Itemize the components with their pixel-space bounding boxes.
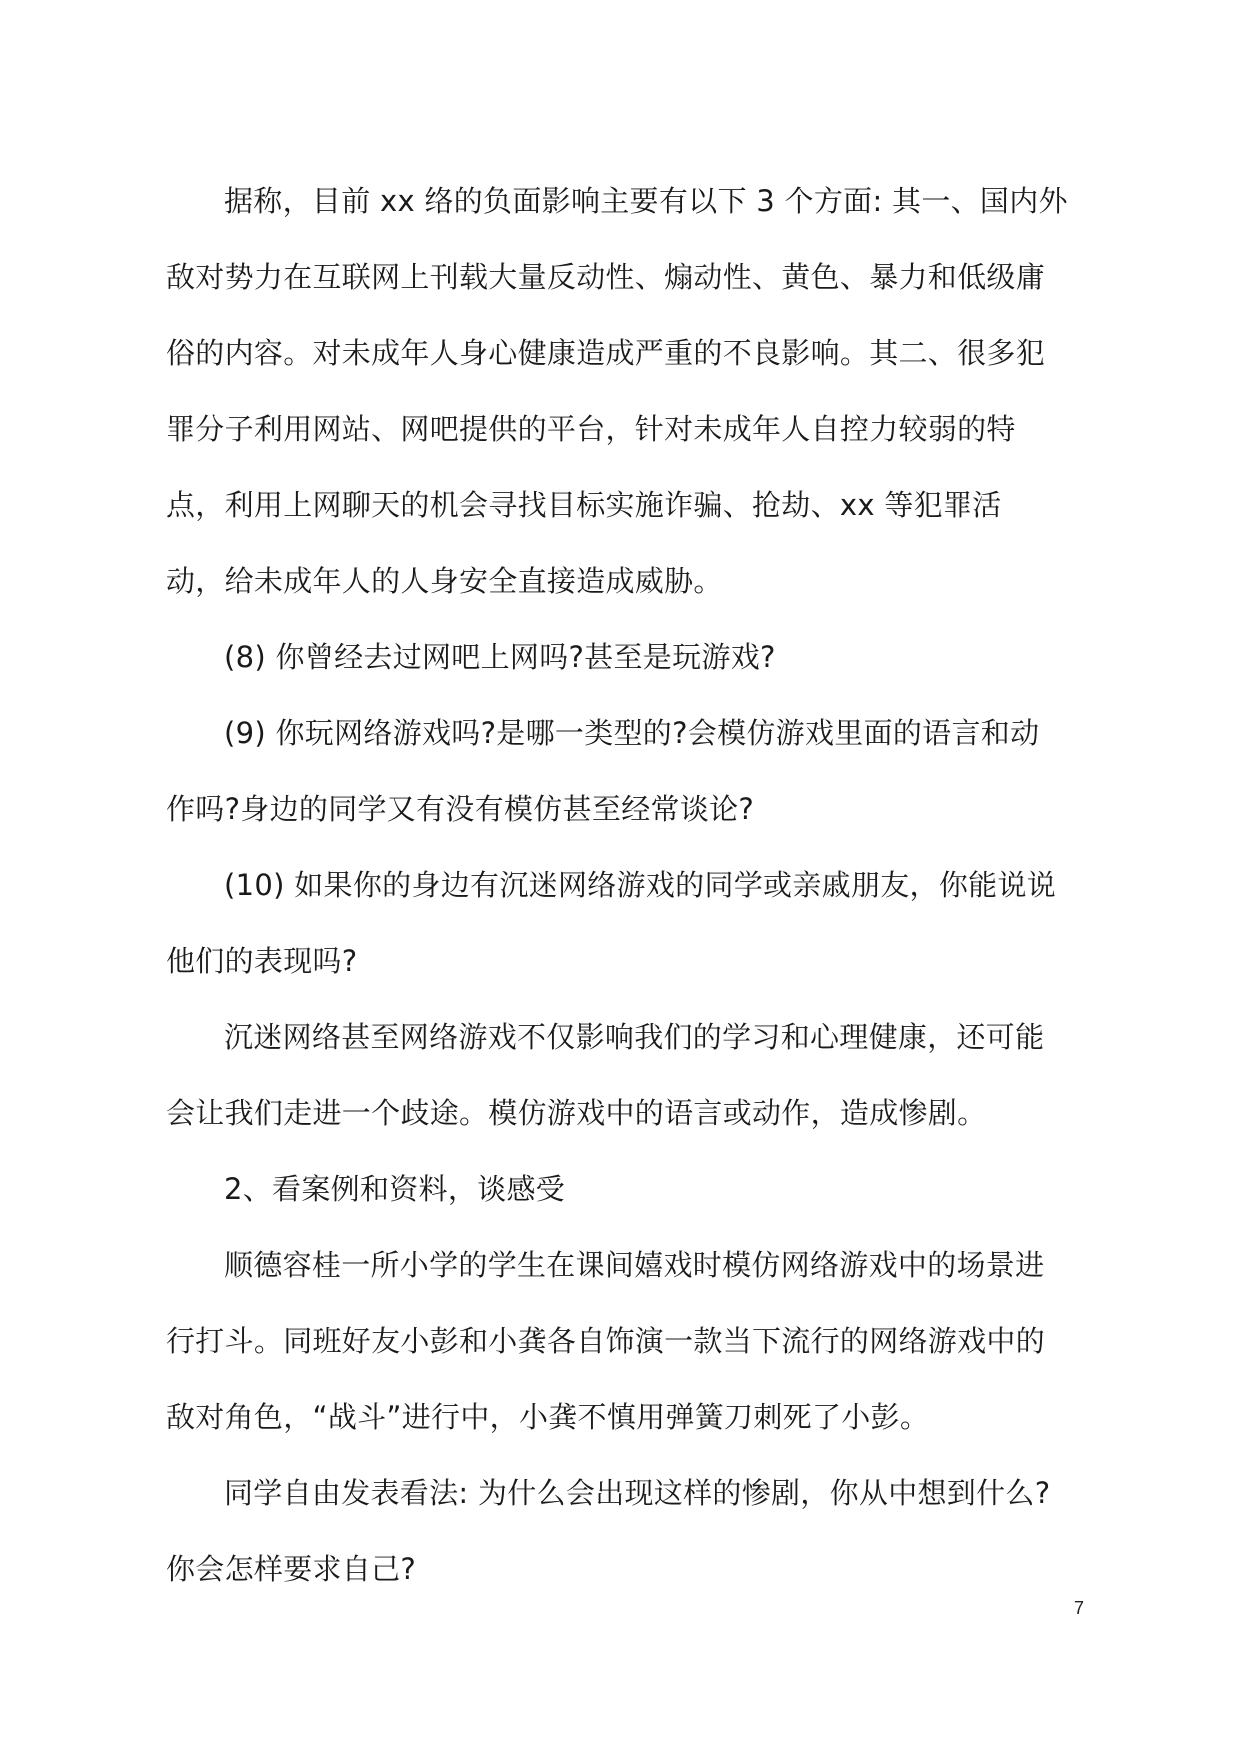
text-line: 罪分子利用网站、网吧提供的平台，针对未成年人自控力较弱的特 <box>166 412 1016 446</box>
text-line: 作吗?身边的同学又有没有模仿甚至经常谈论? <box>166 792 755 826</box>
paragraph-case <box>166 1227 1081 1455</box>
section-heading-2 <box>166 1151 1081 1227</box>
text-line: 点，利用上网聊天的机会寻找目标实施诈骗、抢劫、xx 等犯罪活 <box>166 488 1002 522</box>
text-line: 顺德容桂一所小学的学生在课间嬉戏时模仿网络游戏中的场景进 <box>224 1248 1045 1282</box>
page-number: 7 <box>1073 1598 1084 1618</box>
text-line: 2、看案例和资料，谈感受 <box>224 1172 566 1206</box>
question-8 <box>166 619 1081 695</box>
text-line: 据称，目前 xx 络的负面影响主要有以下 3 个方面: 其一、国内外 <box>224 184 1068 218</box>
text-line: 你会怎样要求自己? <box>166 1552 417 1586</box>
text-line: 敌对势力在互联网上刊载大量反动性、煽动性、黄色、暴力和低级庸 <box>166 260 1046 294</box>
text-line: 动，给未成年人的人身安全直接造成威胁。 <box>166 564 723 598</box>
text-line: 他们的表现吗? <box>166 944 358 978</box>
text-line: 行打斗。同班好友小彭和小龚各自饰演一款当下流行的网络游戏中的 <box>166 1324 1046 1358</box>
question-10 <box>166 847 1081 999</box>
text-line: (10) 如果你的身边有沉迷网络游戏的同学或亲戚朋友，你能说说 <box>224 868 1057 902</box>
paragraph-network-harm <box>166 163 1081 619</box>
text-line: 敌对角色，“战斗”进行中，小龚不慎用弹簧刀刺死了小彭。 <box>166 1400 930 1434</box>
text-line: (8) 你曾经去过网吧上网吗?甚至是玩游戏? <box>224 640 776 674</box>
text-line: 会让我们走进一个歧途。模仿游戏中的语言或动作，造成惨剧。 <box>166 1096 987 1130</box>
paragraph-summary <box>166 999 1081 1151</box>
paragraph-discussion <box>166 1455 1081 1607</box>
text-line: 沉迷网络甚至网络游戏不仅影响我们的学习和心理健康，还可能 <box>224 1020 1045 1054</box>
text-line: 同学自由发表看法: 为什么会出现这样的惨剧，你从中想到什么? <box>224 1476 1051 1510</box>
text-line: (9) 你玩网络游戏吗?是哪一类型的?会模仿游戏里面的语言和动 <box>224 716 1040 750</box>
question-9 <box>166 695 1081 847</box>
body-text <box>166 163 1081 1607</box>
text-line: 俗的内容。对未成年人身心健康造成严重的不良影响。其二、很多犯 <box>166 336 1046 370</box>
